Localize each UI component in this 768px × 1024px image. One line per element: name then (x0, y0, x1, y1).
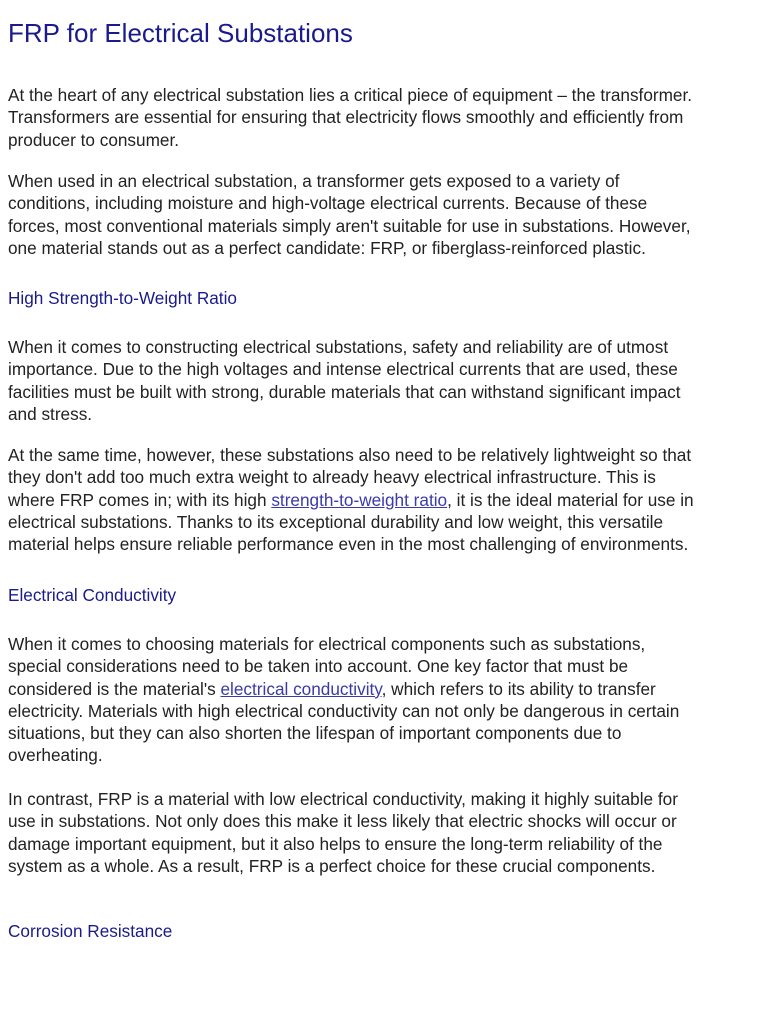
intro-paragraph-2 (8, 170, 764, 259)
conductivity-paragraph-2 (8, 788, 764, 877)
text-fragment: where FRP comes in; with its high (8, 489, 272, 510)
text-line: At the heart of any electrical substation lies a critical piece of equipment – the transformer. (8, 85, 693, 105)
heading-electrical-conductivity: Electrical Conductivity (8, 585, 177, 605)
text-fragment: , which refers to its ability to transfer (381, 678, 656, 699)
text-line: producer to consumer. (8, 129, 180, 150)
text-line: electrical substations. Thanks to its exceptional durability and low weight, this versatile (8, 511, 664, 532)
text-line: facilities must be built with strong, durable materials that can withstand significant impact (8, 381, 681, 402)
text-fragment: , it is the ideal material for use in (447, 489, 694, 510)
text-line: importance. Due to the high voltages and intense electrical currents that are used, these (8, 359, 678, 380)
page-title: FRP for Electrical Substations (8, 18, 353, 48)
text-line: use in substations. Not only does this make it less likely that electric shocks will occur or (8, 811, 677, 832)
text-line (8, 489, 764, 511)
text-fragment: considered is the material's (8, 678, 221, 699)
text-line: At the same time, however, these substations also need to be relatively lightweight so that (8, 445, 692, 465)
text-line: In contrast, FRP is a material with low electrical conductivity, making it highly suitable for (8, 789, 678, 809)
text-line: one material stands out as a perfect candidate: FRP, or fiberglass-reinforced plastic. (8, 237, 646, 258)
strength-paragraph-1 (8, 336, 764, 425)
intro-paragraph-1 (8, 84, 764, 151)
electrical-conductivity-link[interactable]: electrical conductivity (220, 678, 382, 699)
text-line: situations, but they can also shorten the lifespan of important components due to (8, 723, 622, 744)
text-line: When it comes to constructing electrical substations, safety and reliability are of utmost (8, 337, 669, 357)
text-line (8, 678, 764, 700)
heading-corrosion-resistance: Corrosion Resistance (8, 921, 173, 941)
strength-paragraph-2 (8, 444, 764, 555)
text-line: special considerations need to be taken into account. One key factor that must be (8, 656, 629, 677)
heading-strength-to-weight: High Strength-to-Weight Ratio (8, 288, 237, 308)
text-line: electricity. Materials with high electrical conductivity can not only be dangerous in certain (8, 700, 680, 721)
text-line: conditions, including moisture and high-voltage electrical currents. Because of these (8, 193, 648, 214)
text-line: they don't add too much extra weight to already heavy electrical infrastructure. This is (8, 467, 656, 488)
text-line: Transformers are essential for ensuring that electricity flows smoothly and efficiently from (8, 107, 684, 128)
text-line: and stress. (8, 403, 93, 424)
strength-to-weight-ratio-link[interactable]: strength-to-weight ratio (271, 489, 448, 510)
text-line: damage important equipment, but it also helps to ensure the long-term reliability of the (8, 833, 663, 854)
text-line: forces, most conventional materials simply aren't suitable for use in substations. However, (8, 215, 691, 236)
text-line: When it comes to choosing materials for electrical components such as substations, (8, 634, 646, 654)
conductivity-paragraph-1 (8, 633, 764, 767)
text-line: system as a whole. As a result, FRP is a perfect choice for these crucial components. (8, 855, 656, 876)
text-line: When used in an electrical substation, a transformer gets exposed to a variety of (8, 171, 620, 191)
text-line: material helps ensure reliable performance even in the most challenging of environments. (8, 534, 689, 555)
text-line: overheating. (8, 745, 103, 766)
